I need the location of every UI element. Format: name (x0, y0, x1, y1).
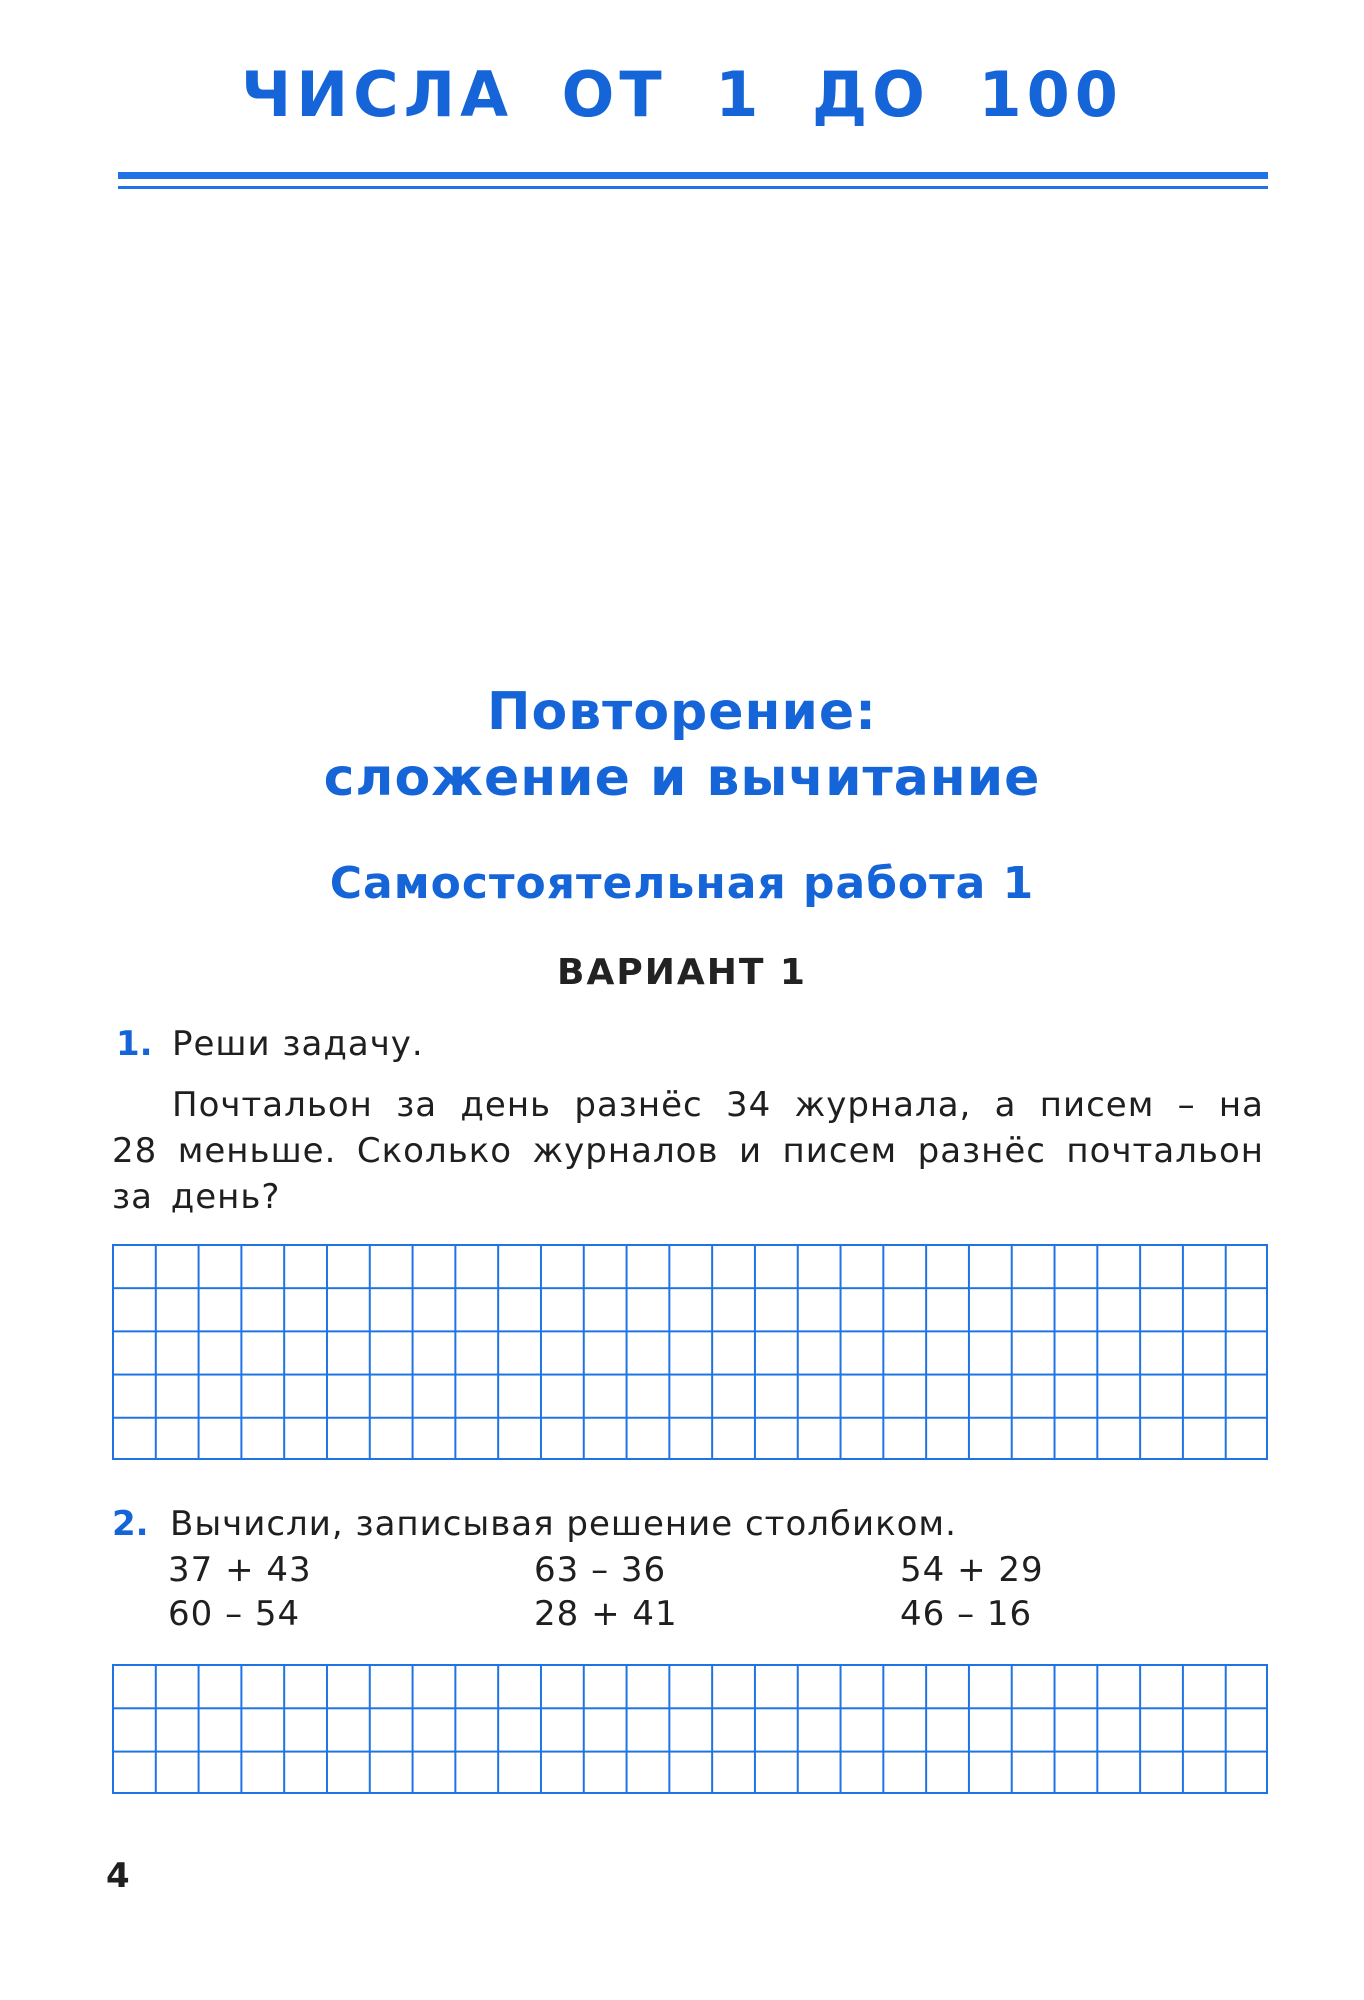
expression-5: 28 + 41 (534, 1594, 678, 1634)
page-number: 4 (106, 1856, 130, 1896)
task2-answer-grid[interactable] (112, 1664, 1268, 1794)
section-title-line1: Повторение: (487, 682, 877, 742)
task2-instruction: Вычисли, записывая решение столбиком. (170, 1504, 957, 1544)
task2-number: 2. (112, 1504, 149, 1544)
section-subtitle: Самостоятельная работа 1 (329, 858, 1035, 909)
task1-answer-grid[interactable] (112, 1244, 1268, 1460)
page-header-title: ЧИСЛА ОТ 1 ДО 100 (241, 58, 1123, 131)
expression-3: 54 + 29 (900, 1550, 1044, 1590)
variant-heading: ВАРИАНТ 1 (557, 952, 807, 993)
task1-problem-text: Почтальон за день разнёс 34 журнала, а писем – на 28 меньше. Сколько журналов и писем разнёс почтальон за день? (112, 1085, 1264, 1217)
expression-2: 63 – 36 (534, 1550, 667, 1590)
task1-number: 1. (116, 1024, 153, 1064)
expression-1: 37 + 43 (168, 1550, 312, 1590)
expression-6: 46 – 16 (900, 1594, 1033, 1634)
expression-4: 60 – 54 (168, 1594, 301, 1634)
section-title-line2: сложение и вычитание (323, 748, 1041, 808)
header-rule-thick (118, 172, 1268, 179)
task1-instruction: Реши задачу. (172, 1024, 424, 1064)
header-rule-thin (118, 186, 1268, 189)
